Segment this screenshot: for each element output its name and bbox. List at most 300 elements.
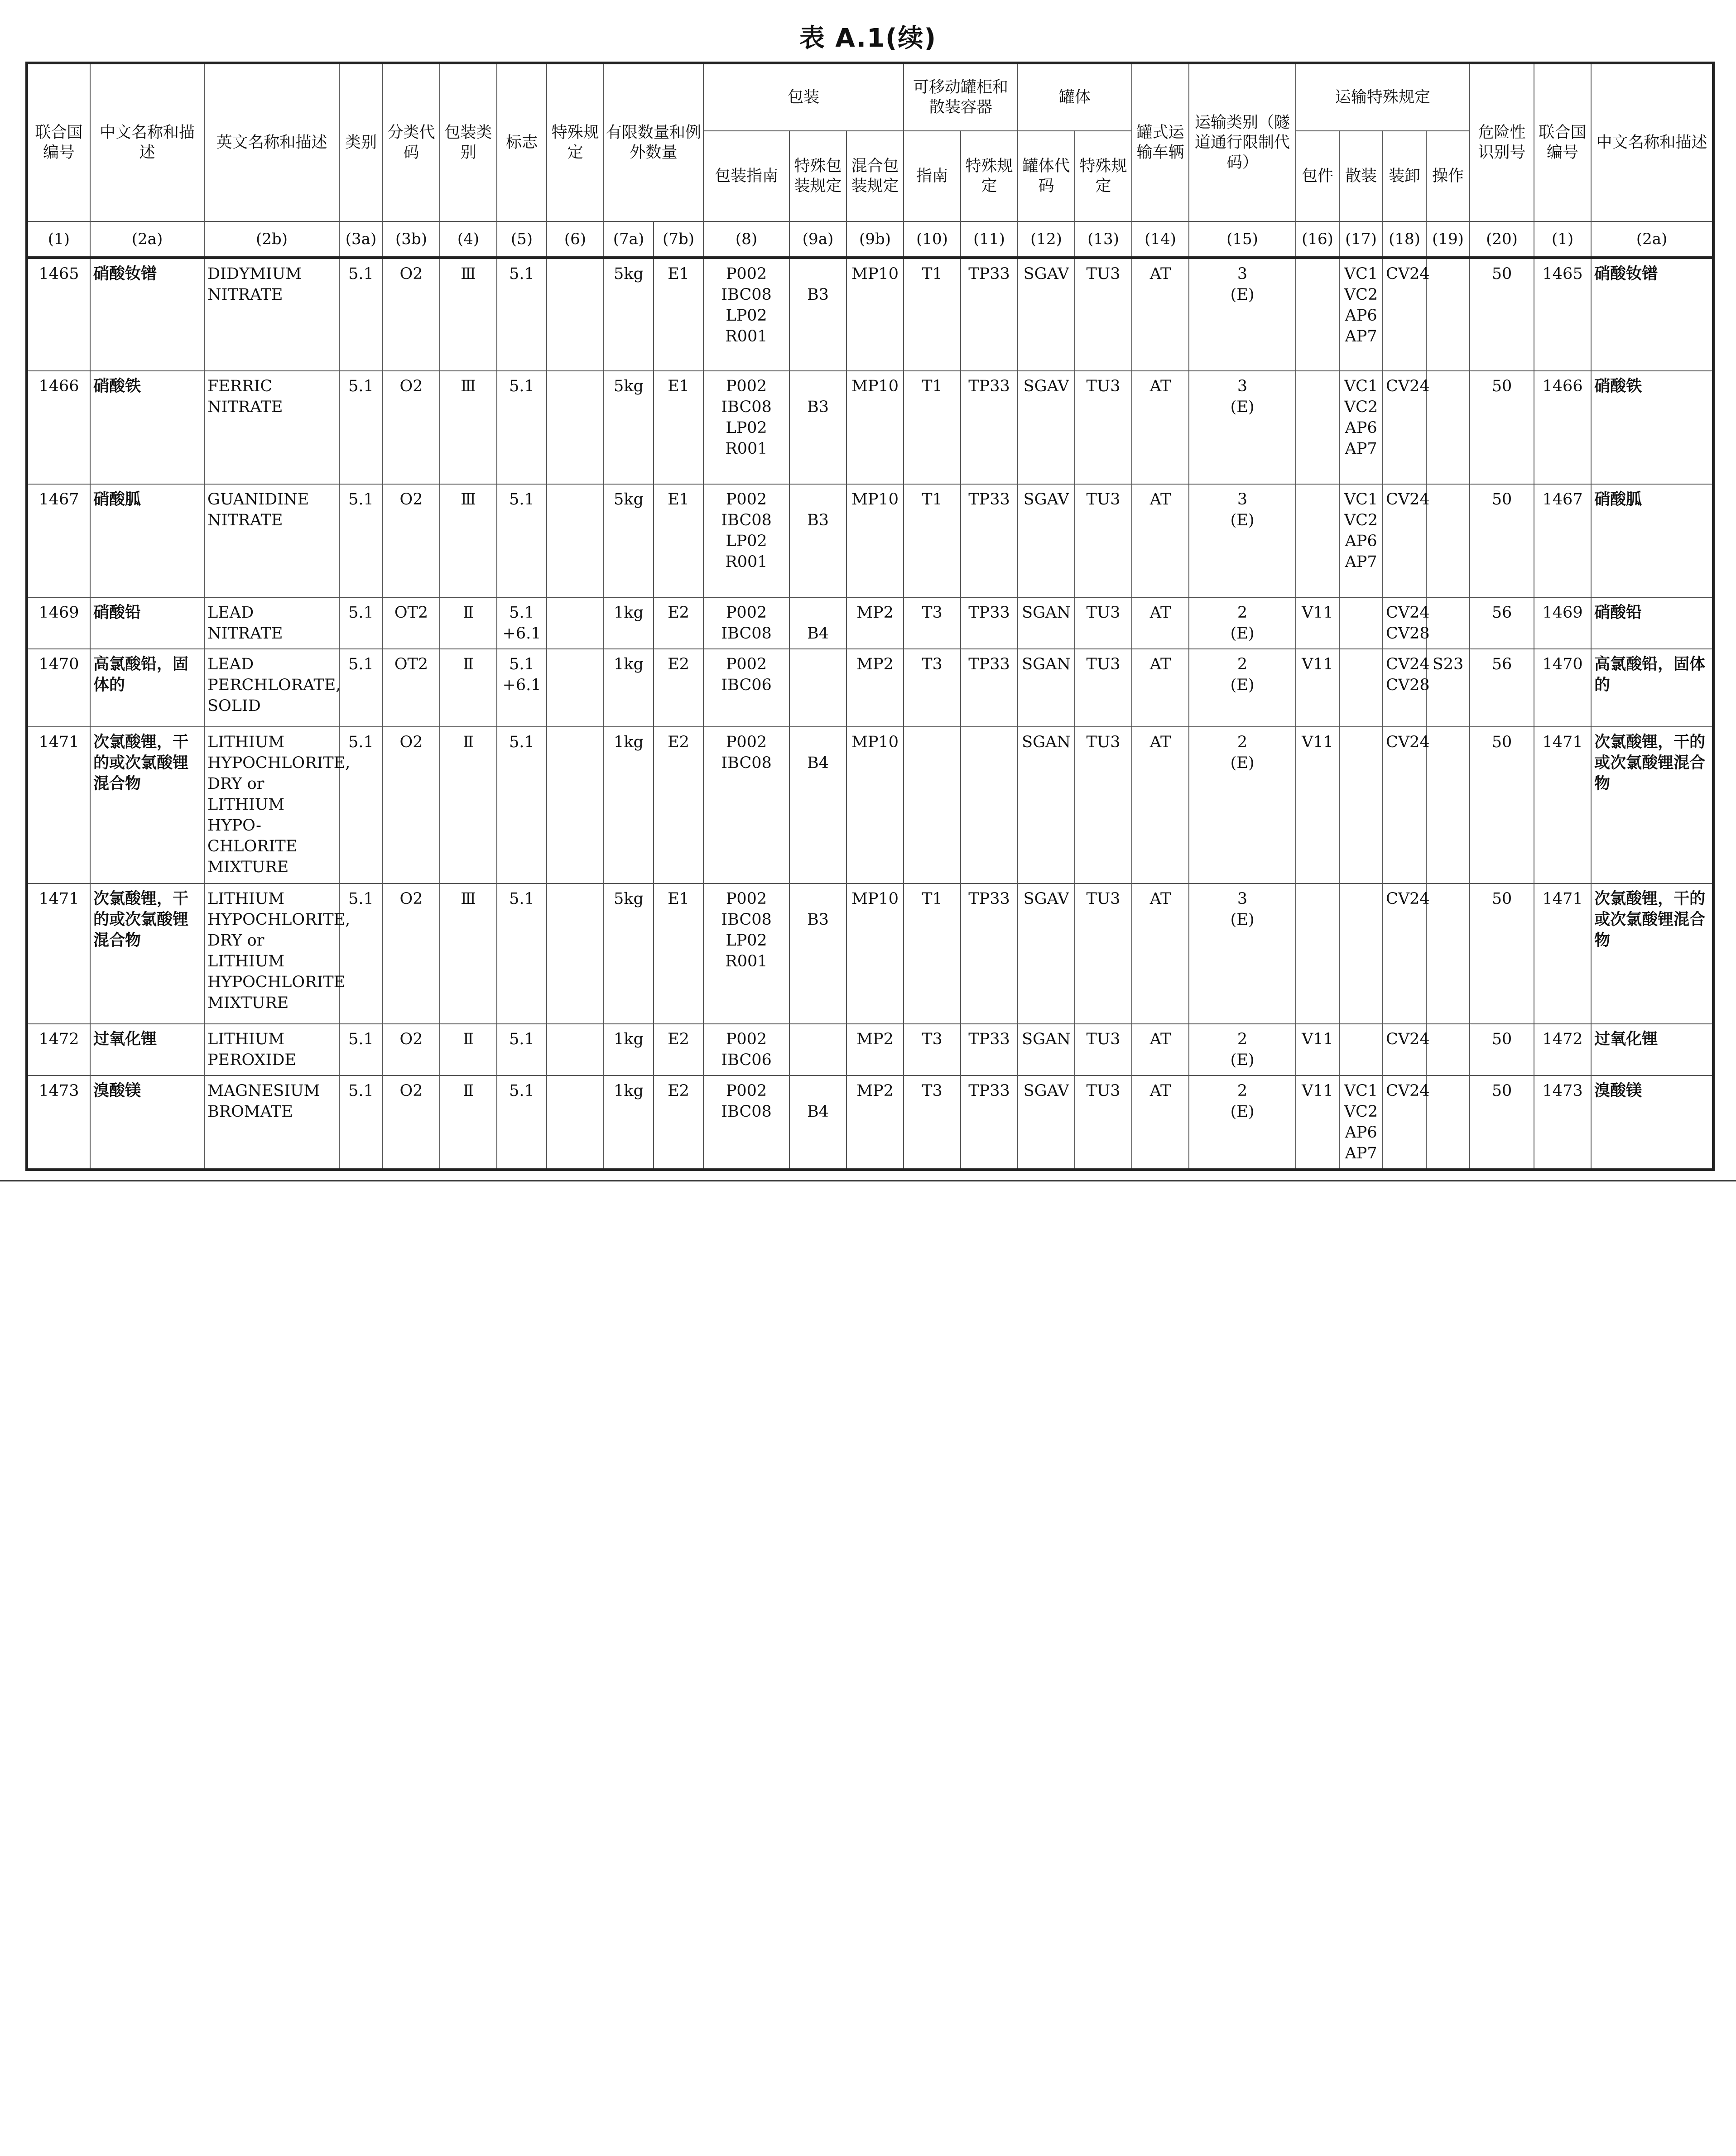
- cell-en: FERRIC NITRATE: [204, 371, 339, 484]
- cell-c3a: 5.1: [339, 258, 383, 371]
- cell-c20: 50: [1470, 371, 1534, 484]
- table-row: [27, 484, 1713, 597]
- cell-c15: 3 (E): [1189, 371, 1296, 484]
- cell-c6: [547, 727, 604, 884]
- column-number: (12): [1018, 221, 1075, 258]
- cell-c16: V11: [1296, 1024, 1339, 1076]
- cell-c17: [1339, 1024, 1383, 1076]
- cell-c12: SGAV: [1018, 1076, 1075, 1170]
- cell-en: DIDYMIUM NITRATE: [204, 258, 339, 371]
- cell-c11: TP33: [961, 1024, 1018, 1076]
- cell-c19: [1426, 1024, 1470, 1076]
- cell-un: 1470: [27, 649, 90, 727]
- cell-c3a: 5.1: [339, 727, 383, 884]
- cell-c9b: MP10: [846, 258, 904, 371]
- cell-c17: [1339, 884, 1383, 1024]
- cell-c5: 5.1: [497, 727, 547, 884]
- cell-zh2: 过氧化锂: [1591, 1024, 1713, 1076]
- cell-c18: CV24: [1383, 258, 1426, 371]
- cell-c12: SGAN: [1018, 649, 1075, 727]
- header-hazard-id: 危险性识别号: [1470, 63, 1534, 221]
- cell-c16: [1296, 258, 1339, 371]
- column-number-row: [27, 221, 1713, 258]
- cell-c16: [1296, 371, 1339, 484]
- cell-c7b: E2: [654, 1024, 703, 1076]
- cell-c4: Ⅱ: [440, 649, 497, 727]
- cell-c13: TU3: [1075, 1024, 1132, 1076]
- cell-c12: SGAN: [1018, 727, 1075, 884]
- cell-un: 1473: [27, 1076, 90, 1170]
- header-transport-special: 运输特殊规定: [1296, 63, 1470, 131]
- cell-en: LITHIUM HYPOCHLORITE, DRY or LITHIUM HYPO- CHLORITE MIXTURE: [204, 727, 339, 884]
- cell-c6: [547, 1024, 604, 1076]
- cell-c10: T3: [904, 1076, 961, 1170]
- cell-un2: 1467: [1534, 484, 1591, 597]
- header-package: 包件: [1296, 131, 1339, 221]
- cell-c17: VC1 VC2 AP6 AP7: [1339, 484, 1383, 597]
- column-number: (7a): [604, 221, 654, 258]
- cell-c18: CV24: [1383, 1076, 1426, 1170]
- cell-c10: T3: [904, 597, 961, 649]
- cell-c7b: E2: [654, 1076, 703, 1170]
- cell-zh: 硝酸铁: [90, 371, 204, 484]
- cell-c4: Ⅲ: [440, 884, 497, 1024]
- cell-c13: TU3: [1075, 727, 1132, 884]
- cell-c17: VC1 VC2 AP6 AP7: [1339, 258, 1383, 371]
- header-special-provisions: 特殊规定: [547, 63, 604, 221]
- cell-c13: TU3: [1075, 1076, 1132, 1170]
- column-number: (1): [1534, 221, 1591, 258]
- cell-zh2: 硝酸胍: [1591, 484, 1713, 597]
- cell-c14: AT: [1132, 727, 1189, 884]
- cell-c3b: O2: [383, 484, 440, 597]
- cell-c13: TU3: [1075, 649, 1132, 727]
- cell-c18: CV24: [1383, 371, 1426, 484]
- cell-c11: TP33: [961, 597, 1018, 649]
- cell-c12: SGAV: [1018, 371, 1075, 484]
- cell-c20: 56: [1470, 649, 1534, 727]
- cell-zh: 硝酸铅: [90, 597, 204, 649]
- cell-c9a: B3: [789, 371, 846, 484]
- cell-c5: 5.1: [497, 884, 547, 1024]
- cell-c7a: 1kg: [604, 649, 654, 727]
- cell-un2: 1465: [1534, 258, 1591, 371]
- cell-c3b: O2: [383, 727, 440, 884]
- cell-c9a: B3: [789, 884, 846, 1024]
- header-tank-vehicle: 罐式运输车辆: [1132, 63, 1189, 221]
- cell-un2: 1473: [1534, 1076, 1591, 1170]
- cell-c5: 5.1: [497, 258, 547, 371]
- cell-c7b: E2: [654, 649, 703, 727]
- cell-c5: 5.1: [497, 1076, 547, 1170]
- cell-c4: Ⅲ: [440, 371, 497, 484]
- table-row: [27, 1076, 1713, 1170]
- cell-c7a: 1kg: [604, 1076, 654, 1170]
- column-number: (9b): [846, 221, 904, 258]
- header-special-pack: 特殊包装规定: [789, 131, 846, 221]
- cell-c7a: 1kg: [604, 727, 654, 884]
- table-row: [27, 727, 1713, 884]
- table-row: [27, 371, 1713, 484]
- cell-c8: P002 IBC06: [703, 1024, 789, 1076]
- cell-un: 1469: [27, 597, 90, 649]
- cell-c16: [1296, 884, 1339, 1024]
- cell-c8: P002 IBC08 LP02 R001: [703, 884, 789, 1024]
- cell-zh2: 硝酸铁: [1591, 371, 1713, 484]
- column-number: (5): [497, 221, 547, 258]
- cell-zh: 次氯酸锂，干的或次氯酸锂混合物: [90, 884, 204, 1024]
- cell-c7b: E1: [654, 884, 703, 1024]
- cell-c18: CV24: [1383, 484, 1426, 597]
- table-row: [27, 258, 1713, 371]
- cell-c3a: 5.1: [339, 1024, 383, 1076]
- table-row: [27, 649, 1713, 727]
- cell-c17: [1339, 597, 1383, 649]
- column-number: (15): [1189, 221, 1296, 258]
- cell-c17: VC1 VC2 AP6 AP7: [1339, 371, 1383, 484]
- cell-c6: [547, 884, 604, 1024]
- cell-en: LEAD NITRATE: [204, 597, 339, 649]
- cell-c4: Ⅱ: [440, 1024, 497, 1076]
- cell-c6: [547, 649, 604, 727]
- cell-c15: 2 (E): [1189, 1076, 1296, 1170]
- cell-c14: AT: [1132, 649, 1189, 727]
- header-name-en: 英文名称和描述: [204, 63, 339, 221]
- cell-c19: [1426, 371, 1470, 484]
- cell-c16: V11: [1296, 1076, 1339, 1170]
- cell-zh: 高氯酸铅，固体的: [90, 649, 204, 727]
- column-number: (3a): [339, 221, 383, 258]
- cell-c12: SGAV: [1018, 884, 1075, 1024]
- cell-c17: VC1 VC2 AP6 AP7: [1339, 1076, 1383, 1170]
- cell-c14: AT: [1132, 597, 1189, 649]
- cell-c5: 5.1: [497, 484, 547, 597]
- cell-en: LEAD PERCHLORATE, SOLID: [204, 649, 339, 727]
- cell-en: GUANIDINE NITRATE: [204, 484, 339, 597]
- column-number: (9a): [789, 221, 846, 258]
- cell-c9b: MP2: [846, 597, 904, 649]
- column-number: (2a): [90, 221, 204, 258]
- cell-c3b: O2: [383, 1024, 440, 1076]
- cell-c20: 50: [1470, 1076, 1534, 1170]
- column-number: (18): [1383, 221, 1426, 258]
- table-container: [25, 62, 1712, 1171]
- cell-c3b: O2: [383, 1076, 440, 1170]
- header-packing-group: 包装类别: [440, 63, 497, 221]
- header-un-no-repeat: 联合国编号: [1534, 63, 1591, 221]
- cell-c15: 2 (E): [1189, 727, 1296, 884]
- cell-c19: [1426, 1076, 1470, 1170]
- column-number: (6): [547, 221, 604, 258]
- header-packaging: 包装: [703, 63, 904, 131]
- cell-c5: 5.1 +6.1: [497, 649, 547, 727]
- cell-c6: [547, 597, 604, 649]
- header-class: 类别: [339, 63, 383, 221]
- cell-un2: 1471: [1534, 727, 1591, 884]
- column-number: (13): [1075, 221, 1132, 258]
- cell-c3b: OT2: [383, 649, 440, 727]
- cell-c7b: E1: [654, 484, 703, 597]
- cell-c10: T1: [904, 258, 961, 371]
- cell-c8: P002 IBC08 LP02 R001: [703, 258, 789, 371]
- cell-c14: AT: [1132, 1024, 1189, 1076]
- cell-c4: Ⅲ: [440, 484, 497, 597]
- cell-c19: [1426, 484, 1470, 597]
- cell-c16: V11: [1296, 727, 1339, 884]
- header-labels: 标志: [497, 63, 547, 221]
- cell-c11: TP33: [961, 484, 1018, 597]
- cell-c7a: 1kg: [604, 1024, 654, 1076]
- cell-c3a: 5.1: [339, 649, 383, 727]
- column-number: (17): [1339, 221, 1383, 258]
- cell-un2: 1466: [1534, 371, 1591, 484]
- cell-c15: 3 (E): [1189, 884, 1296, 1024]
- cell-c4: Ⅱ: [440, 727, 497, 884]
- cell-c5: 5.1: [497, 1024, 547, 1076]
- cell-zh2: 溴酸镁: [1591, 1076, 1713, 1170]
- header-loading: 装卸: [1383, 131, 1426, 221]
- column-number: (10): [904, 221, 961, 258]
- cell-c6: [547, 484, 604, 597]
- header-tanks: 罐体: [1018, 63, 1132, 131]
- cell-c11: TP33: [961, 371, 1018, 484]
- cell-c15: 2 (E): [1189, 1024, 1296, 1076]
- cell-c8: P002 IBC08: [703, 1076, 789, 1170]
- cell-c19: [1426, 597, 1470, 649]
- cell-c10: [904, 727, 961, 884]
- cell-c9a: B3: [789, 484, 846, 597]
- cell-c4: Ⅱ: [440, 597, 497, 649]
- cell-c8: P002 IBC08: [703, 597, 789, 649]
- cell-c15: 2 (E): [1189, 649, 1296, 727]
- cell-un: 1471: [27, 727, 90, 884]
- cell-c7b: E2: [654, 727, 703, 884]
- cell-un2: 1470: [1534, 649, 1591, 727]
- cell-c16: V11: [1296, 597, 1339, 649]
- cell-c18: CV24: [1383, 884, 1426, 1024]
- header-transport-category: 运输类别（隧道通行限制代码）: [1189, 63, 1296, 221]
- cell-c9a: B4: [789, 1076, 846, 1170]
- column-number: (4): [440, 221, 497, 258]
- cell-c9b: MP2: [846, 1024, 904, 1076]
- cell-c11: TP33: [961, 1076, 1018, 1170]
- cell-c9a: [789, 1024, 846, 1076]
- cell-c9b: MP10: [846, 484, 904, 597]
- cell-c12: SGAV: [1018, 484, 1075, 597]
- cell-c3b: OT2: [383, 597, 440, 649]
- cell-c3b: O2: [383, 371, 440, 484]
- header-tank-special: 特殊规定: [1075, 131, 1132, 221]
- cell-c8: P002 IBC06: [703, 649, 789, 727]
- cell-c7a: 5kg: [604, 484, 654, 597]
- header-pack-instructions: 包装指南: [703, 131, 789, 221]
- cell-c10: T3: [904, 649, 961, 727]
- column-number: (16): [1296, 221, 1339, 258]
- cell-c18: CV24 CV28: [1383, 597, 1426, 649]
- page-divider: [0, 1180, 1736, 1181]
- cell-zh2: 次氯酸锂，干的或次氯酸锂混合物: [1591, 727, 1713, 884]
- cell-c13: TU3: [1075, 884, 1132, 1024]
- cell-c7a: 5kg: [604, 371, 654, 484]
- cell-c9a: B4: [789, 597, 846, 649]
- cell-c14: AT: [1132, 484, 1189, 597]
- cell-c4: Ⅱ: [440, 1076, 497, 1170]
- cell-c14: AT: [1132, 884, 1189, 1024]
- cell-zh2: 高氯酸铅，固体的: [1591, 649, 1713, 727]
- cell-c6: [547, 258, 604, 371]
- cell-c9a: [789, 649, 846, 727]
- header-bulk: 散装: [1339, 131, 1383, 221]
- table-row: [27, 597, 1713, 649]
- header-limited-quantity: 有限数量和例外数量: [604, 63, 703, 221]
- column-number: (2a): [1591, 221, 1713, 258]
- table-row: [27, 1024, 1713, 1076]
- cell-un2: 1471: [1534, 884, 1591, 1024]
- column-number: (8): [703, 221, 789, 258]
- header-name-zh: 中文名称和描述: [90, 63, 204, 221]
- cell-c15: 3 (E): [1189, 258, 1296, 371]
- cell-un: 1466: [27, 371, 90, 484]
- dangerous-goods-table: [25, 62, 1715, 1171]
- cell-c7a: 1kg: [604, 597, 654, 649]
- cell-un2: 1472: [1534, 1024, 1591, 1076]
- cell-c3b: O2: [383, 258, 440, 371]
- cell-en: MAGNESIUM BROMATE: [204, 1076, 339, 1170]
- cell-c11: TP33: [961, 649, 1018, 727]
- cell-c16: [1296, 484, 1339, 597]
- cell-c17: [1339, 649, 1383, 727]
- cell-zh: 硝酸钕镨: [90, 258, 204, 371]
- cell-c18: CV24: [1383, 1024, 1426, 1076]
- header-tank-code: 罐体代码: [1018, 131, 1075, 221]
- cell-c3a: 5.1: [339, 484, 383, 597]
- header-portable-tanks: 可移动罐柜和散装容器: [904, 63, 1018, 131]
- cell-c13: TU3: [1075, 597, 1132, 649]
- cell-c7b: E1: [654, 258, 703, 371]
- cell-un: 1465: [27, 258, 90, 371]
- table-title: 表 A.1(续): [799, 24, 937, 53]
- cell-c13: TU3: [1075, 484, 1132, 597]
- header-operation: 操作: [1426, 131, 1470, 221]
- cell-c7a: 5kg: [604, 884, 654, 1024]
- cell-un: 1471: [27, 884, 90, 1024]
- cell-c9b: MP10: [846, 727, 904, 884]
- cell-un: 1467: [27, 484, 90, 597]
- cell-zh: 溴酸镁: [90, 1076, 204, 1170]
- cell-c10: T1: [904, 484, 961, 597]
- header-pt-instructions: 指南: [904, 131, 961, 221]
- cell-zh2: 硝酸钕镨: [1591, 258, 1713, 371]
- cell-zh: 硝酸胍: [90, 484, 204, 597]
- column-number: (3b): [383, 221, 440, 258]
- cell-c3a: 5.1: [339, 1076, 383, 1170]
- cell-c6: [547, 1076, 604, 1170]
- cell-c20: 50: [1470, 484, 1534, 597]
- cell-c9b: MP10: [846, 371, 904, 484]
- header-pt-special: 特殊规定: [961, 131, 1018, 221]
- column-number: (2b): [204, 221, 339, 258]
- cell-c10: T1: [904, 371, 961, 484]
- column-number: (20): [1470, 221, 1534, 258]
- cell-c11: TP33: [961, 884, 1018, 1024]
- cell-c20: 56: [1470, 597, 1534, 649]
- cell-c9b: MP2: [846, 1076, 904, 1170]
- cell-c15: 2 (E): [1189, 597, 1296, 649]
- cell-c19: [1426, 258, 1470, 371]
- cell-c8: P002 IBC08 LP02 R001: [703, 484, 789, 597]
- cell-c15: 3 (E): [1189, 484, 1296, 597]
- column-number: (7b): [654, 221, 703, 258]
- cell-c18: CV24 CV28: [1383, 649, 1426, 727]
- cell-c7b: E1: [654, 371, 703, 484]
- cell-en: LITHIUM HYPOCHLORITE, DRY or LITHIUM HYPOCHLORITE MIXTURE: [204, 884, 339, 1024]
- cell-c12: SGAN: [1018, 1024, 1075, 1076]
- cell-c4: Ⅲ: [440, 258, 497, 371]
- cell-c17: [1339, 727, 1383, 884]
- header-un-no: 联合国编号: [27, 63, 90, 221]
- cell-en: LITHIUM PEROXIDE: [204, 1024, 339, 1076]
- cell-c14: AT: [1132, 371, 1189, 484]
- table-body: [27, 258, 1713, 1170]
- cell-c13: TU3: [1075, 258, 1132, 371]
- cell-c13: TU3: [1075, 371, 1132, 484]
- cell-zh2: 次氯酸锂，干的或次氯酸锂混合物: [1591, 884, 1713, 1024]
- cell-zh: 过氧化锂: [90, 1024, 204, 1076]
- cell-c3a: 5.1: [339, 884, 383, 1024]
- column-number: (19): [1426, 221, 1470, 258]
- cell-c16: V11: [1296, 649, 1339, 727]
- cell-c11: [961, 727, 1018, 884]
- cell-un: 1472: [27, 1024, 90, 1076]
- cell-c20: 50: [1470, 727, 1534, 884]
- header-mixed-pack: 混合包装规定: [846, 131, 904, 221]
- cell-c11: TP33: [961, 258, 1018, 371]
- column-number: (11): [961, 221, 1018, 258]
- cell-c10: T3: [904, 1024, 961, 1076]
- cell-c3a: 5.1: [339, 371, 383, 484]
- cell-zh: 次氯酸锂，干的或次氯酸锂混合物: [90, 727, 204, 884]
- column-number: (1): [27, 221, 90, 258]
- table-row: [27, 884, 1713, 1024]
- cell-c9a: B3: [789, 258, 846, 371]
- cell-c14: AT: [1132, 1076, 1189, 1170]
- cell-c8: P002 IBC08 LP02 R001: [703, 371, 789, 484]
- cell-c6: [547, 371, 604, 484]
- cell-c3a: 5.1: [339, 597, 383, 649]
- cell-c19: S23: [1426, 649, 1470, 727]
- header-name-zh-repeat: 中文名称和描述: [1591, 63, 1713, 221]
- cell-c5: 5.1 +6.1: [497, 597, 547, 649]
- cell-c7a: 5kg: [604, 258, 654, 371]
- cell-c19: [1426, 727, 1470, 884]
- cell-c18: CV24: [1383, 727, 1426, 884]
- column-number: (14): [1132, 221, 1189, 258]
- cell-c14: AT: [1132, 258, 1189, 371]
- cell-c3b: O2: [383, 884, 440, 1024]
- cell-c9b: MP10: [846, 884, 904, 1024]
- cell-c9a: B4: [789, 727, 846, 884]
- cell-c9b: MP2: [846, 649, 904, 727]
- cell-c20: 50: [1470, 258, 1534, 371]
- cell-zh2: 硝酸铅: [1591, 597, 1713, 649]
- header-class-code: 分类代码: [383, 63, 440, 221]
- cell-c7b: E2: [654, 597, 703, 649]
- cell-c19: [1426, 884, 1470, 1024]
- cell-c20: 50: [1470, 1024, 1534, 1076]
- cell-c20: 50: [1470, 884, 1534, 1024]
- cell-c5: 5.1: [497, 371, 547, 484]
- cell-c10: T1: [904, 884, 961, 1024]
